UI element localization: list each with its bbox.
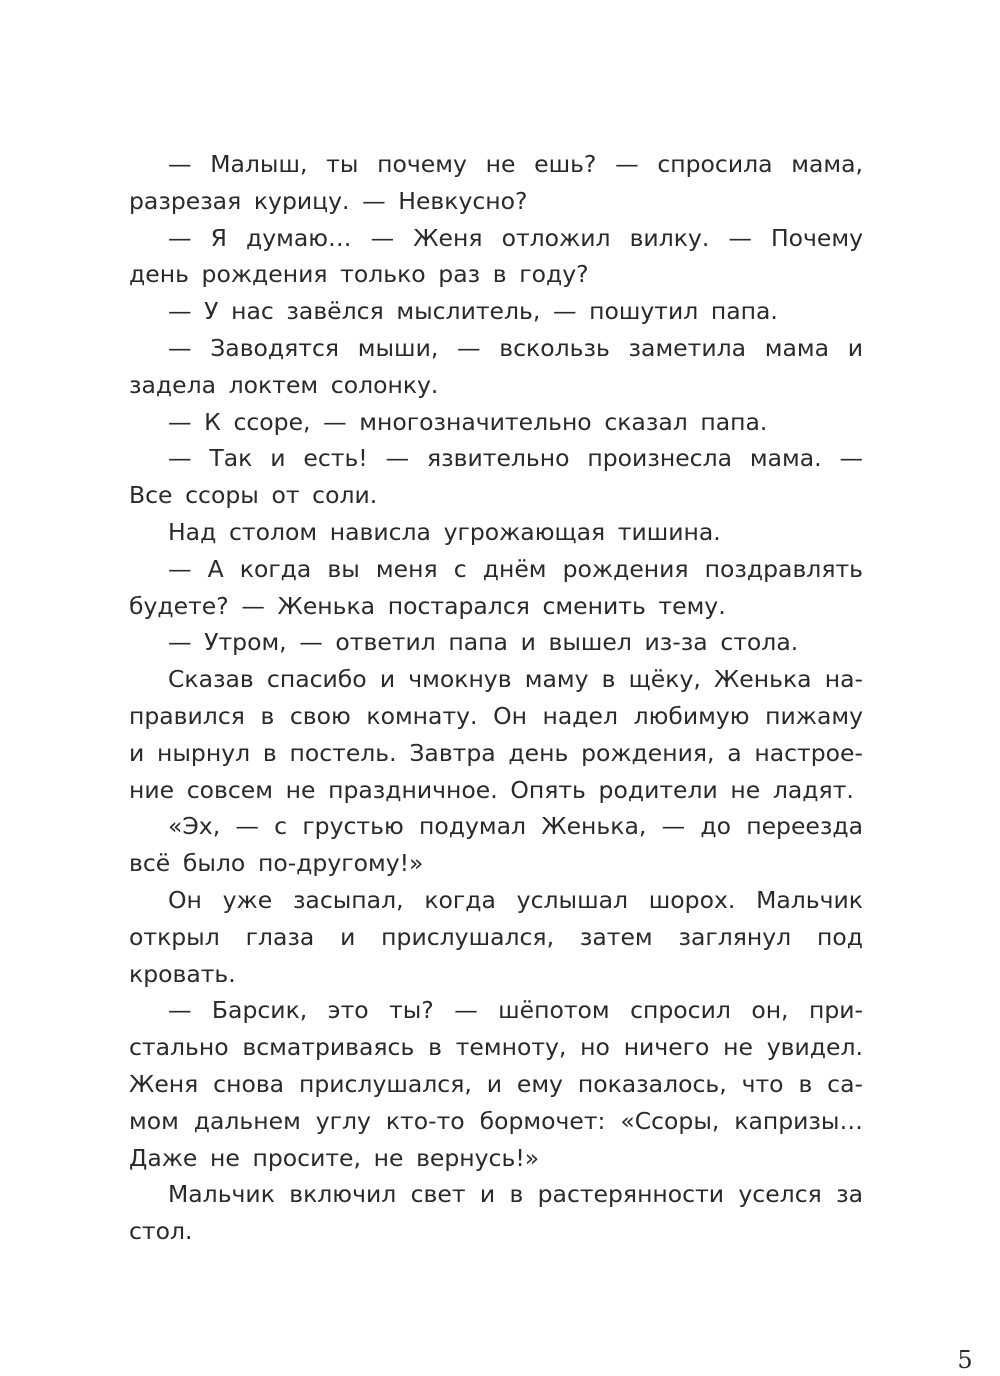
paragraph: Сказав спасибо и чмокнув маму в щёку, Женька направился в свою комнату. Он надел любимую пижаму и нырнул в постель. Завтра день рождения, а настроение совсем не праздничное. Опять родители не ладят.	[129, 665, 863, 804]
paragraph: «Эх, — с грустью подумал Женька, — до переезда всё было по-другому!»	[129, 812, 863, 878]
paragraph: — Барсик, это ты? — шёпотом спросил он, пристально всматриваясь в темноту, но ничего не увидел. Женя снова прислушался, и ему показалось, что в самом дальнем углу кто-то бормочет: «Ссоры, капризы… Даже не просите, не вернусь!»	[129, 996, 863, 1172]
paragraph: — К ссоре, — многозначительно сказал папа.	[168, 407, 768, 436]
paragraph: — Так и есть! — язвительно произнесла мама. — Все ссоры от соли.	[129, 444, 863, 510]
page-number: 5	[957, 1346, 973, 1374]
paragraph: — Малыш, ты почему не ешь? — спросила мама, разрезая курицу. — Невкусно?	[129, 150, 863, 215]
paragraph: Над столом нависла угрожающая тишина.	[168, 517, 721, 546]
paragraph: — Утром, — ответил папа и вышел из-за стола.	[168, 628, 799, 657]
paragraph: Он уже засыпал, когда услышал шорох. Мальчик открыл глаза и прислушался, затем заглянул под кровать.	[129, 885, 863, 988]
paragraph: — Я думаю… — Женя отложил вилку. — Почему день рождения только раз в году?	[129, 223, 863, 289]
paragraph: — У нас завёлся мыслитель, — пошутил папа.	[168, 297, 778, 326]
paragraph: — Заводятся мыши, — вскользь заметила мама и задела локтем солонку.	[129, 333, 863, 399]
story-text	[129, 146, 863, 1250]
paragraph: Мальчик включил свет и в растерянности уселся за стол.	[129, 1180, 863, 1246]
paragraph: — А когда вы меня с днём рождения поздравлять будете? — Женька постарался сменить тему.	[129, 554, 863, 620]
